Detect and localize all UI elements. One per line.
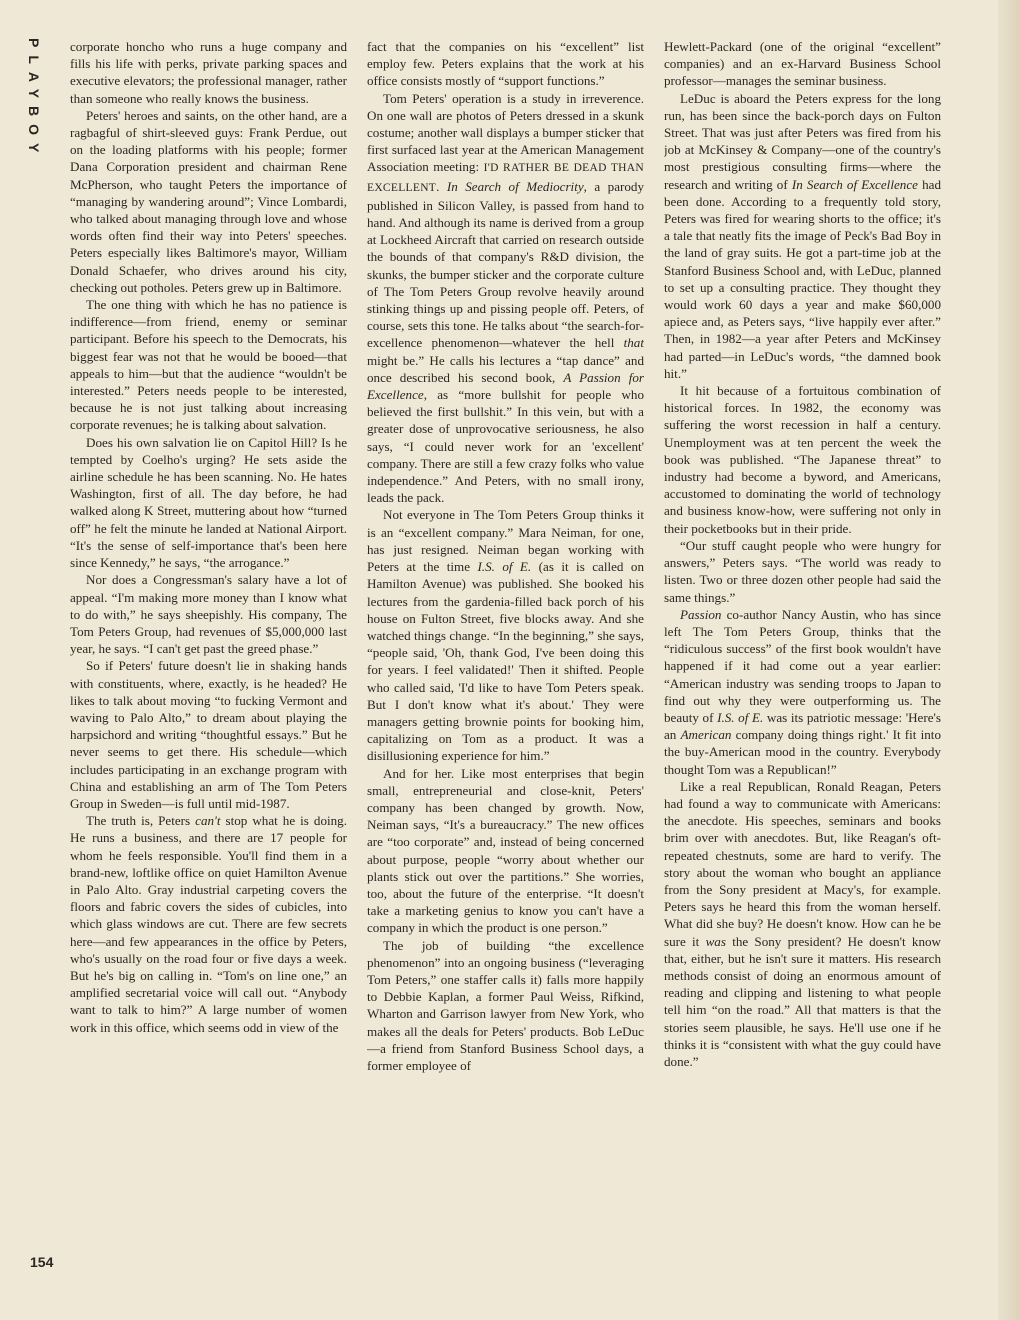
text-run: “Our stuff caught people who were hungry for answers,” Peters says. “The world was ready to listen. Two or three dozen other people had said the same things.” <box>664 537 941 605</box>
paragraph <box>70 296 347 434</box>
paragraph <box>664 606 941 778</box>
small-caps-text: I'D RATHER BE DEAD THAN EXCELLENT <box>367 162 644 194</box>
page-number: 154 <box>30 1254 54 1270</box>
paragraph <box>367 38 644 90</box>
paragraph <box>70 434 347 572</box>
paragraph <box>70 38 347 107</box>
text-run: co-author Nancy Austin, who has since left The Tom Peters Group, thinks that the “ridiculous success” of the first book wouldn't have happened if it had come out a year earlier: “American industry was sending troops to Japan to find out why they were outperforming us. The beauty of <box>664 606 941 725</box>
paragraph <box>367 765 644 937</box>
paragraph <box>367 90 644 507</box>
text-run: The one thing with which he has no patience is indifference—from friend, enemy or seminar participant. Before his speech to the Democrats, his biggest fear was not that he would be booed—that appeals to him—but that the audience “wouldn't be interested.” Peters needs people to be interested, because he is not just talking about increasing corporate revenues; he is talking about salvation. <box>70 297 347 433</box>
text-run: The job of building “the excellence phenomenon” into an ongoing business (“leveraging Tom Peters,” one staffer calls it) falls more happily to Debbie Kaplan, a former Paul Weiss, Rifkind, Wharton and Garrison lawyer from New York, who makes all the deals for Peters' products. Bob LeDuc—a friend from Stanford Business School days, a former employee of <box>367 937 644 1073</box>
text-run: fact that the companies on his “excellent” list employ few. Peters explains that the work at his office consists mostly of “support functions.” <box>367 39 644 89</box>
text-run: company doing things right.' It fit into the buy-American mood in the country. Everybody thought Tom was a Republican!” <box>664 727 941 777</box>
paragraph <box>70 812 347 1036</box>
text-run: the Sony president? He doesn't know that, either, but he isn't sure it matters. His research methods consist of doing an enormous amount of reading and clipping and listening to what people tell him “on the road.” All that matters is that the stories seem plausible, he says. He'll use one if he thinks it is “consistent with what the guy could have done.” <box>664 933 941 1069</box>
text-run: It hit because of a fortuitous combination of historical forces. In 1982, the economy was suffering the worst recession in half a century. Unemployment was at ten percent the week the book was published. “The Japanese threat” to industry had become a byword, and Americans, accustomed to dominating the world of technology and business know-how, were suffering not only in their pocketbooks but in their pride. <box>664 383 941 536</box>
page-edge <box>998 0 1020 1320</box>
article-body <box>70 38 942 1278</box>
italic-text: can't <box>195 813 221 829</box>
text-column-1 <box>70 38 347 1278</box>
text-run: Does his own salvation lie on Capitol Hill? Is he tempted by Coelho's urging? He sets aside the airline schedule he has been scanning. No. He hates Washington, first of all. The day before, he had walked along K Street, muttering about how “turned off” he felt the minute he landed at National Airport. “It's the sense of self-importance that's been here since Kennedy,” he says, “the arrogance.” <box>70 434 347 571</box>
text-run: Tom Peters' operation is a study in irreverence. On one wall are photos of Peters dressed in a skunk costume; another wall displays a bumper sticker that first surfaced last year at the American Management Association meeting: <box>367 90 644 175</box>
text-run: was its patriotic message: 'Here's an <box>664 709 941 743</box>
italic-text: I.S. of E. <box>477 559 532 575</box>
text-run: stop what he is doing. He runs a business, and there are 17 people for whom he feels responsible. You'll find them in a brand-new, loftlike office on quiet Hamilton Avenue in Palo Alto. Gray industrial carpeting covers the floors and fabric covers the sides of cubicles, into which glass windows are cut. There are few secrets here—and few appearances in the office by Peters, who's usually on the road four or five days a week. But he's big on calling in. “Tom's on line one,” an amplified secretarial voice will call out. “Anybody want to talk to him?” A large number of women work in this office, which seems odd in view of the <box>70 813 347 1035</box>
text-run: had been done. According to a frequently told story, Peters was fired for wearing shorts to the office; it's a tale that neatly fits the image of Peck's Bad Boy in the land of gray suits. He got a part-time job at the Stanford Business School and, with LeDuc, planned to set up a consulting practice. They thought they would work 60 days a year and make $60,000 apiece and, as Peters says, “live happily ever after.” Then, in 1982—a year after Peters and McKinsey had parted—in LeDuc's words, “the damned book hit.” <box>664 176 941 381</box>
paragraph <box>664 90 941 382</box>
italic-text: In Search of Excellence <box>791 176 918 192</box>
paragraph <box>664 38 941 90</box>
text-run: , as “more bullshit for people who believed the first bullshit.” In this vein, but with a greater dose of unprovocative seriousness, he also says, “I could never work for an 'excellent' company. There are still a few crazy folks who value independence.” And Peters, with no small irony, leads the pack. <box>367 387 644 506</box>
text-run: , a parody published in Silicon Valley, is passed from hand to hand. And although its name is derived from a group at Lockheed Aircraft that carried on research outside the bounds of that company's R&D division, the skunks, the bumper sticker and the corporate culture of The Tom Peters Group revolve heavily around stinking things up and pissing people off. Peters, of course, sets this tone. He talks about “the search-for-excellence phenomenon—whatever the hell <box>367 178 644 351</box>
text-run: Peters' heroes and saints, on the other hand, are a ragbagful of shirt-sleeved guys: Frank Perdue, out on the loading platforms with his people; former Dana Corporation president and chairman Rene McPherson, who taught Peters the importance of “managing by wandering around”; Vince Lombardi, who talked about managing through love and whose words often find their way into Peters' speeches. Peters especially likes Baltimore's mayor, William Donald Schaefer, who drives around his city, checking out potholes. Peters grew up in Baltimore. <box>70 107 347 295</box>
text-run: might be.” He calls his lectures a “tap dance” and once described his second book, <box>367 352 644 385</box>
italic-text: was <box>705 933 726 949</box>
text-run: And for her. Like most enterprises that begin small, entrepreneurial and close-knit, Peters' company has been changed by growth. Now, Neiman says, “It's a bureaucracy.” The new offices are “too corporate” and, instead of being concerned about purpose, people “worry about whether our plants stick out over the partitions.” She worries, too, about the future of the enterprise. “It doesn't take a marketing genius to know you can't have a company in which the product is one person.” <box>367 765 644 936</box>
paragraph <box>664 537 941 606</box>
italic-text: Passion <box>680 606 722 622</box>
paragraph <box>664 778 941 1070</box>
paragraph <box>367 937 644 1075</box>
paragraph <box>70 657 347 812</box>
text-run: (as it is called on Hamilton Avenue) was published. She booked his lectures from the gardenia-filled back porch of his house on Fulton Street, five blocks away. And she watched things change. “In the beginning,” she says, “people said, 'Oh, thank God, I've been doing this for years. I feel validated!' Then it shifted. People who called said, 'I'd like to have Tom Peters speak. But I don't know what it's about.' They were managers getting brownie points for booking him, capitalizing on Tom as a product. It was a disillusioning experience for him.” <box>367 559 644 764</box>
text-run: Not everyone in The Tom Peters Group thinks it is an “excellent company.” Mara Neiman, for one, has just resigned. Neiman began working with Peters at the time <box>367 507 644 575</box>
paragraph <box>664 382 941 537</box>
text-column-3 <box>664 38 941 1278</box>
paragraph <box>367 506 644 764</box>
italic-text: In Search of Mediocrity <box>446 178 584 194</box>
italic-text: A Passion for Excellence <box>367 369 644 403</box>
text-run: The truth is, Peters <box>86 813 196 829</box>
italic-text: I.S. of E. <box>717 709 764 725</box>
paragraph <box>70 571 347 657</box>
text-run: Hewlett-Packard (one of the original “excellent” companies) and an ex-Harvard Business School professor—manages the seminar business. <box>664 39 941 89</box>
text-run: corporate honcho who runs a huge company and fills his life with perks, private parking spaces and executive elevators; the professional manager, rather than someone who really knows the business. <box>70 39 347 106</box>
italic-text: that <box>623 335 644 351</box>
italic-text: American <box>680 727 732 743</box>
text-run: LeDuc is aboard the Peters express for the long run, has been since the back-porch days on Fulton Street. That was just after Peters was fired from his job at McKinsey & Company—one of the country's most prestigious consulting firms—where the research and writing of <box>664 90 941 192</box>
text-run: Like a real Republican, Ronald Reagan, Peters had found a way to communicate with Americans: the anecdote. His speeches, seminars and books brim over with anecdotes. But, like Reagan's oft-repeated chestnuts, some are hard to verify. The story about the woman who bought an appliance from the Sony president at Macy's, for example. Peters says he heard this from the woman herself. What did she buy? He doesn't know. How can he be sure it <box>664 778 941 949</box>
text-run: So if Peters' future doesn't lie in shaking hands with constituents, where, exactly, is he headed? He likes to talk about moving “to fucking Vermont and waving to Palo Alto,” to dream about playing the harpsichord and writing “thoughtful essays.” But he never seems to get there. His schedule—which includes participating in an exchange program with China and establishing an arm of The Tom Peters Group in Sweden—is full until mid-1987. <box>70 658 347 811</box>
running-head: PLAYBOY <box>26 38 42 161</box>
text-run: . <box>436 178 447 194</box>
text-run: Nor does a Congressman's salary have a lot of appeal. “I'm making more money than I know what to do with,” he says sheepishly. His company, The Tom Peters Group, had revenues of $5,000,000 last year, he says. “I can't get past the greed phase.” <box>70 572 347 657</box>
text-column-2 <box>367 38 644 1278</box>
paragraph <box>70 107 347 296</box>
